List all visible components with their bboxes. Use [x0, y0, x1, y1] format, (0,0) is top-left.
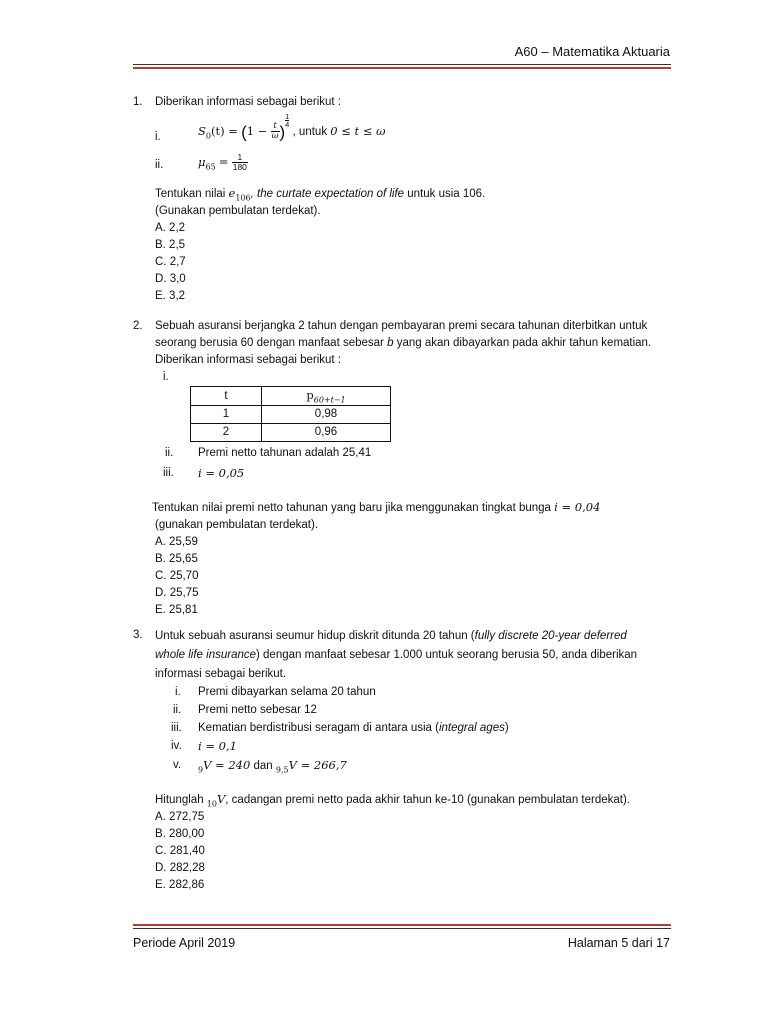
option-e[interactable]: E. 282,86 — [155, 879, 205, 891]
table-header-row — [191, 387, 391, 406]
question-intro: Diberikan informasi sebagai berikut : — [155, 96, 342, 108]
formula-subscript: 0 — [205, 131, 211, 141]
table-cell: 1 — [191, 406, 262, 424]
item-label: i. — [175, 686, 181, 698]
info-item-i — [155, 369, 673, 386]
table-row — [191, 406, 391, 424]
item-label: i. — [155, 131, 161, 143]
question-text-part: seorang berusia 60 dengan manfaat sebesar — [155, 337, 384, 349]
item-text: Premi dibayarkan selama 20 tahun — [198, 686, 376, 698]
item-label: ii. — [165, 447, 174, 459]
info-item-ii — [155, 153, 673, 177]
item-label: ii. — [173, 704, 182, 716]
formula-exponent: $\frac{1}{4}$ — [285, 112, 290, 129]
footer-page-number: Halaman 5 dari 17 — [567, 936, 670, 950]
formula-term: 1 − — [246, 124, 268, 138]
question-text-italic: fully discrete 20-year deferred — [474, 630, 627, 642]
footer-period: Periode April 2019 — [133, 936, 236, 950]
info-item-iii — [155, 465, 673, 482]
table-cell: 0,98 — [262, 406, 391, 424]
item-label: i. — [163, 371, 169, 383]
force-of-mortality — [198, 153, 248, 172]
option-b[interactable]: B. 2,5 — [155, 239, 186, 251]
question-text-part: Tentukan nilai — [155, 188, 226, 200]
question-text-part: ) dengan manfaat sebesar 1.000 untuk seorang berusia 50, anda diberikan — [256, 649, 638, 661]
item-label: v. — [173, 759, 182, 771]
interest-rate: i = 0,04 — [554, 500, 601, 514]
question-1 — [133, 94, 673, 305]
table-header-t: t — [191, 387, 262, 406]
formula-equals: = — [218, 154, 229, 169]
question-text — [155, 185, 673, 203]
question-text-line — [155, 335, 673, 352]
table-header-p: $p_{60+t-1}$ — [262, 387, 391, 406]
question-text-part: , cadangan premi netto pada akhir tahun ke-10 (gunakan pembulatan terdekat). — [225, 794, 630, 806]
option-e[interactable]: E. 3,2 — [155, 290, 186, 302]
info-item-v — [155, 757, 673, 777]
info-item-iii — [155, 720, 673, 738]
item-label: iv. — [171, 740, 182, 752]
item-text: i = 0,05 — [198, 466, 245, 480]
info-item-iv — [155, 738, 673, 757]
formula-fraction: $\frac{t}{\omega}$ — [271, 121, 279, 142]
question-number: 2. — [133, 320, 143, 332]
question-text-part: Untuk sebuah asuransi seumur hidup diskrit ditunda 20 tahun ( — [155, 630, 475, 642]
table-row — [191, 424, 391, 442]
formula-subscript: 65 — [205, 161, 216, 171]
option-c[interactable]: C. 281,40 — [155, 845, 205, 857]
curtate-expectation-symbol: $e_{106}$ — [228, 186, 251, 203]
formula-symbol: S — [198, 124, 206, 138]
table-cell: 0,96 — [262, 424, 391, 442]
question-number: 1. — [133, 96, 143, 108]
info-item-ii — [155, 702, 673, 720]
info-item-i — [155, 684, 673, 702]
question-2 — [133, 318, 673, 619]
formula-condition: , untuk — [292, 126, 328, 138]
option-d[interactable]: D. 3,0 — [155, 273, 186, 285]
option-a[interactable]: A. 272,75 — [155, 811, 205, 823]
option-e[interactable]: E. 25,81 — [155, 604, 198, 616]
item-label: iii. — [171, 722, 182, 734]
item-text: Premi netto sebesar 12 — [198, 704, 317, 716]
question-text-part: Tentukan nilai premi netto tahunan yang baru jika menggunakan tingkat bunga — [152, 502, 551, 514]
question-number: 3. — [133, 629, 143, 641]
footer-rule — [133, 924, 671, 929]
item-text: i = 0,1 — [198, 739, 237, 753]
question-text-line — [155, 627, 673, 646]
header-rule — [133, 64, 671, 69]
option-d[interactable]: D. 282,28 — [155, 862, 205, 874]
option-a[interactable]: A. 2,2 — [155, 222, 186, 234]
formula-symbol: μ — [198, 154, 206, 169]
question-text — [152, 499, 673, 517]
survival-table — [190, 386, 673, 442]
question-text-italic: whole life insurance — [155, 649, 257, 661]
option-d[interactable]: D. 25,75 — [155, 587, 199, 599]
item-label: ii. — [155, 159, 164, 171]
item-text: Kematian berdistribusi seragam di antara usia (integral ages) — [198, 722, 509, 734]
question-text-line: informasi sebagai berikut. — [155, 668, 287, 680]
option-c[interactable]: C. 25,70 — [155, 570, 199, 582]
item-label: iii. — [163, 467, 174, 479]
question-text-line: Diberikan informasi sebagai berikut : — [155, 354, 342, 366]
table-cell: 2 — [191, 424, 262, 442]
rounding-note: (Gunakan pembulatan terdekat). — [155, 205, 321, 217]
formula-fraction: $\frac{1}{180}$ — [232, 152, 247, 172]
question-text-part: yang akan dibayarkan pada akhir tahun kematian. — [396, 337, 652, 349]
question-text-italic: , the curtate expectation of life — [250, 188, 405, 200]
formula-range: 0 ≤ t ≤ ω — [330, 124, 386, 138]
header-title: A60 – Matematika Aktuaria — [514, 44, 670, 59]
question-text: Hitunglah $_{10}$V, cadangan premi netto pada akhir tahun ke-10 (gunakan pembulatan terdekat). — [155, 792, 630, 809]
question-text-line: Sebuah asuransi berjangka 2 tahun dengan pembayaran premi secara tahunan diterbitkan untuk — [155, 320, 648, 332]
option-a[interactable]: A. 25,59 — [155, 536, 198, 548]
question-3 — [133, 627, 673, 894]
benefit-symbol: b — [387, 337, 394, 349]
option-c[interactable]: C. 2,7 — [155, 256, 186, 268]
info-item-i — [155, 112, 673, 151]
option-b[interactable]: B. 280,00 — [155, 828, 205, 840]
survival-function: $S_0(t) = (1$ − $\frac{t}{\omega}$ ) $\frac{1}{4}$ , untuk 0 ≤ t ≤ ω — [198, 112, 386, 142]
formula-argument: (t) = — [210, 124, 238, 138]
item-text: Premi netto tahunan adalah 25,41 — [198, 447, 372, 459]
question-text-part: Hitunglah — [155, 794, 204, 806]
option-b[interactable]: B. 25,65 — [155, 553, 198, 565]
question-text-part: untuk usia 106. — [407, 188, 486, 200]
info-item-ii — [155, 445, 673, 462]
rounding-note: (gunakan pembulatan terdekat). — [155, 519, 319, 531]
question-text-line — [155, 646, 673, 665]
reserve-values: $_9$V = 240 dan $_{9,5}$V = 266,7 — [198, 758, 347, 775]
